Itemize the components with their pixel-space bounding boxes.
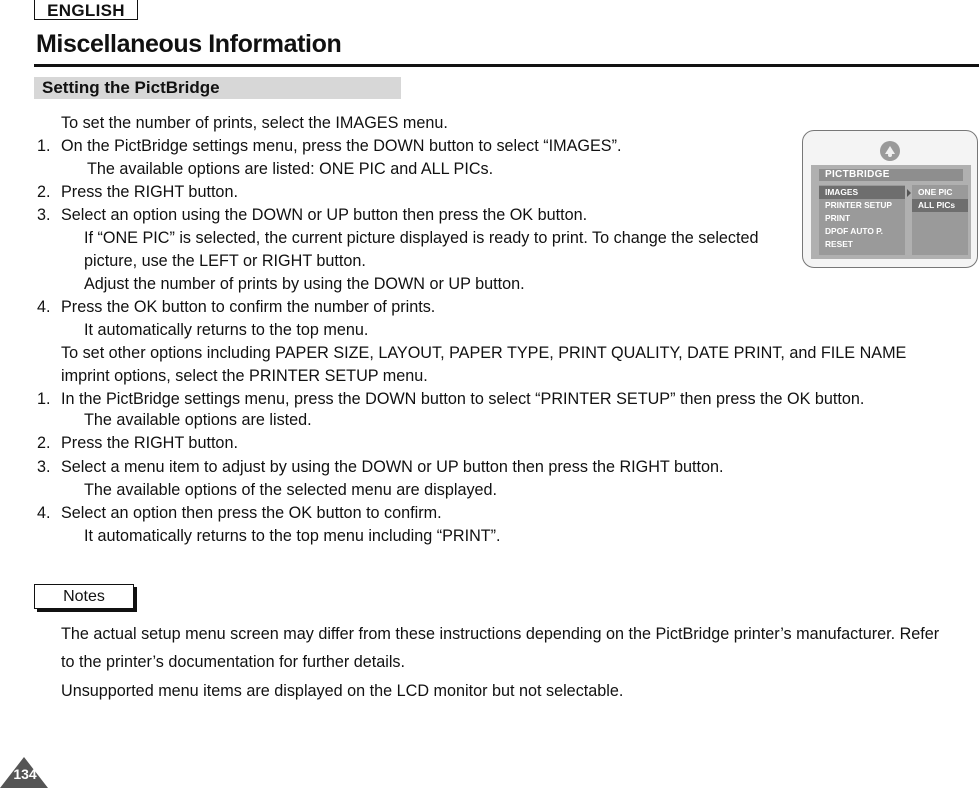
step-number: 3. — [37, 458, 51, 476]
intro-text: imprint options, select the PRINTER SETUP menu. — [61, 367, 428, 385]
step-text: Select an option then press the OK button to confirm. — [61, 504, 442, 522]
step-number: 2. — [37, 434, 51, 452]
step-detail: picture, use the LEFT or RIGHT button. — [84, 252, 366, 270]
step-text: Select an option using the DOWN or UP button then press the OK button. — [61, 206, 588, 224]
lcd-screen-illustration — [802, 130, 978, 268]
step-number: 2. — [37, 183, 51, 201]
step-number: 4. — [37, 504, 51, 522]
pictbridge-icon — [879, 140, 901, 162]
step-detail: The available options are listed. — [84, 411, 312, 429]
lcd-display — [811, 165, 971, 259]
step-detail: It automatically returns to the top menu including “PRINT”. — [84, 527, 501, 545]
intro-text: To set the number of prints, select the IMAGES menu. — [61, 114, 448, 132]
lcd-menu-item: PRINT — [825, 213, 851, 223]
lcd-option-list — [912, 185, 968, 255]
lcd-menu-item: PRINTER SETUP — [825, 200, 893, 210]
page-number: 134 — [13, 766, 37, 782]
step-text: Press the OK button to confirm the number of prints. — [61, 298, 436, 316]
step-detail: The available options of the selected menu are displayed. — [84, 481, 498, 499]
step-detail: It automatically returns to the top menu. — [84, 321, 369, 339]
intro-text: To set other options including PAPER SIZE, LAYOUT, PAPER TYPE, PRINT QUALITY, DATE PRINT, and FILE NAME — [61, 344, 907, 362]
step-number: 1. — [37, 137, 51, 155]
step-text: On the PictBridge settings menu, press the DOWN button to select “IMAGES”. — [61, 137, 622, 155]
lcd-option-item: ONE PIC — [918, 187, 953, 197]
step-text: Select a menu item to adjust by using the DOWN or UP button then press the RIGHT button. — [61, 458, 724, 476]
note-text: The actual setup menu screen may differ from these instructions depending on the PictBridge printer’s manufacturer. Refer — [61, 625, 940, 643]
note-text: to the printer’s documentation for further details. — [61, 653, 406, 671]
step-number: 4. — [37, 298, 51, 316]
language-tab: ENGLISH — [34, 0, 138, 20]
lcd-menu-title: PICTBRIDGE — [819, 169, 963, 181]
lcd-menu-list — [819, 185, 905, 255]
notes-label: Notes — [34, 584, 134, 609]
step-text: Press the RIGHT button. — [61, 434, 238, 452]
page-title: Miscellaneous Information — [36, 30, 342, 58]
step-text: In the PictBridge settings menu, press the DOWN button to select “PRINTER SETUP” then press the OK button. — [61, 390, 865, 408]
step-number: 1. — [37, 390, 51, 408]
step-detail: If “ONE PIC” is selected, the current picture displayed is ready to print. To change the selected — [84, 229, 759, 247]
step-text: Press the RIGHT button. — [61, 183, 238, 201]
lcd-menu-item: DPOF AUTO P. — [825, 226, 884, 236]
lcd-menu-item: RESET — [825, 239, 853, 249]
note-text: Unsupported menu items are displayed on the LCD monitor but not selectable. — [61, 682, 624, 700]
title-divider — [34, 64, 979, 67]
lcd-option-item: ALL PICs — [912, 199, 968, 212]
step-detail: The available options are listed: ONE PIC and ALL PICs. — [87, 160, 494, 178]
step-number: 3. — [37, 206, 51, 224]
section-heading: Setting the PictBridge — [34, 77, 401, 99]
step-detail: Adjust the number of prints by using the DOWN or UP button. — [84, 275, 525, 293]
lcd-menu-item: IMAGES — [819, 186, 905, 199]
chevron-right-icon — [907, 189, 911, 197]
